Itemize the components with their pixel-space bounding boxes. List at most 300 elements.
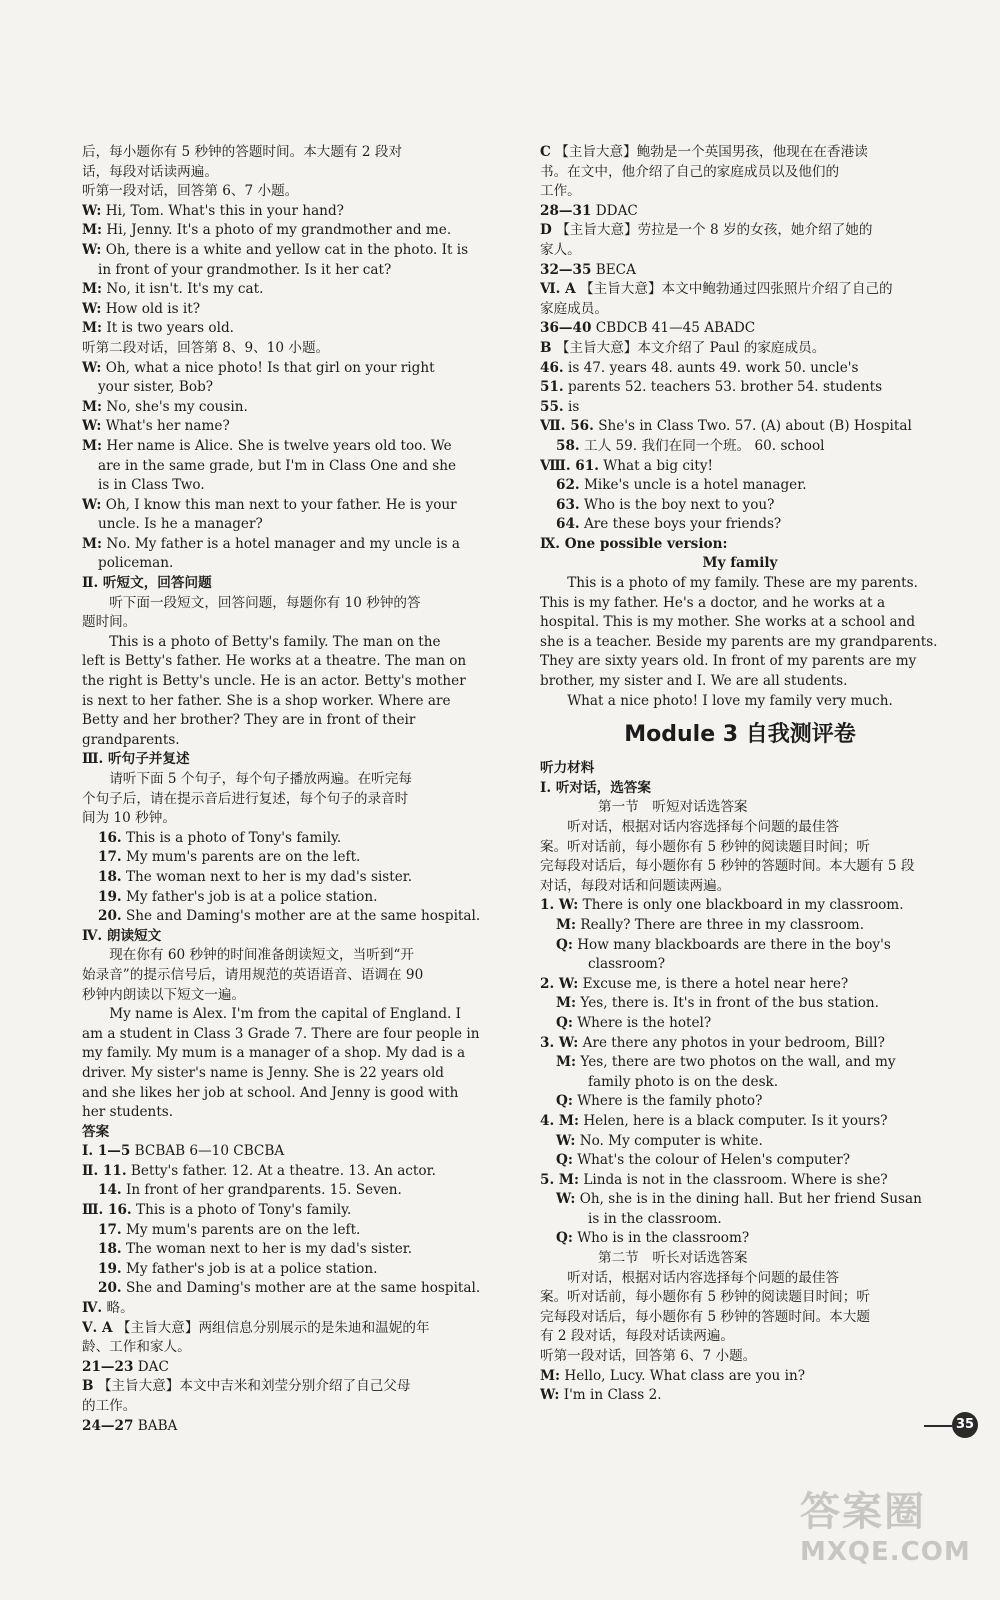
text-line: [82, 966, 502, 986]
text-line: [82, 888, 502, 908]
watermark-title: 答案圈: [800, 1489, 926, 1535]
text-line: [82, 359, 502, 379]
text-line: [540, 1171, 940, 1191]
line-text: My mum's parents are on the left.: [125, 849, 361, 866]
line-text: is next to her father. She is a shop worker. Where are: [82, 692, 451, 709]
line-text: The woman next to her is my dad's sister.: [125, 1241, 413, 1258]
line-text: 听对话，根据对话内容选择每个问题的最佳答: [567, 1269, 840, 1286]
text-line: [82, 339, 502, 359]
line-text: classroom?: [588, 956, 666, 973]
text-line: [540, 417, 940, 437]
line-text: Hello, Lucy. What class are you in?: [564, 1367, 805, 1384]
text-line: [540, 857, 940, 877]
line-text: 听力材料: [540, 760, 595, 777]
line-text: 始录音”的提示信号后，请用规范的英语语音、语调在 90: [82, 966, 424, 983]
line-text: There is only one blackboard in my classroom.: [582, 897, 904, 914]
line-label: M:: [556, 1054, 577, 1071]
line-text: are in the same grade, but I'm in Class One and she: [98, 457, 457, 474]
line-label: Q:: [556, 936, 573, 953]
line-label: W:: [82, 241, 102, 258]
text-line: [540, 916, 940, 936]
line-text: 案。听对话前，每小题你有 5 秒钟的阅读题目时间；听: [540, 838, 870, 855]
line-label: Ⅱ. 11.: [82, 1162, 127, 1179]
line-text: It is two years old.: [106, 320, 234, 337]
text-line: [82, 417, 502, 437]
text-line: [82, 476, 502, 496]
text-line: [82, 946, 502, 966]
line-text: The woman next to her is my dad's sister.: [125, 868, 413, 885]
text-line: [82, 1240, 502, 1260]
text-line: [82, 1338, 502, 1358]
text-line: [82, 319, 502, 339]
line-text: DDAC: [595, 202, 638, 219]
text-line: [540, 241, 940, 261]
text-line: [82, 378, 502, 398]
line-text: 【主旨大意】两组信息分别展示的是朱迪和温妮的年: [116, 1319, 430, 1336]
line-text: 后，每小题你有 5 秒钟的答题时间。本大题有 2 段对: [82, 144, 403, 160]
text-line: [540, 1092, 940, 1112]
text-line: [82, 613, 502, 633]
right-column: [540, 143, 940, 1406]
text-line: [82, 261, 502, 281]
text-line: [540, 672, 940, 692]
text-line: [82, 398, 502, 418]
line-text: Ⅸ. One possible version:: [540, 535, 728, 552]
answers-continued: [540, 143, 940, 711]
text-line: [540, 280, 940, 300]
line-text: am a student in Class 3 Grade 7. There are four people in: [82, 1025, 480, 1042]
text-line: [82, 1064, 502, 1084]
line-label: 17.: [98, 1221, 122, 1238]
text-line: [82, 711, 502, 731]
text-line: [540, 476, 940, 496]
text-line: [82, 652, 502, 672]
text-line: [540, 798, 940, 818]
text-line: [540, 877, 940, 897]
text-line: [540, 1073, 940, 1093]
line-text: BECA: [595, 261, 636, 278]
line-label: Ⅰ. 1—5: [82, 1143, 131, 1160]
text-line: [82, 1123, 502, 1143]
line-text: Yes, there are two photos on the wall, and my: [580, 1054, 896, 1071]
line-label: 17.: [98, 849, 122, 866]
text-line: [540, 838, 940, 858]
text-line: [540, 163, 940, 183]
line-text: BABA: [137, 1417, 178, 1434]
text-line: [82, 927, 502, 947]
text-line: [82, 202, 502, 222]
line-label: W:: [82, 359, 102, 376]
text-line: [540, 1034, 940, 1054]
text-line: [82, 829, 502, 849]
line-text: 第二节 听长对话选答案: [598, 1250, 748, 1267]
line-text: my family. My mum is a manager of a shop. My dad is a: [82, 1045, 466, 1062]
text-line: [82, 1142, 502, 1162]
line-text: parents 52. teachers 53. brother 54. students: [567, 379, 883, 396]
line-label: 32—35: [540, 261, 592, 278]
text-line: [82, 1299, 502, 1319]
text-line: [540, 1229, 940, 1249]
text-line: [540, 574, 940, 594]
text-line: [540, 594, 940, 614]
line-text: She and Daming's mother are at the same hospital.: [125, 908, 481, 925]
line-text: My father's job is at a police station.: [125, 888, 378, 905]
line-text: Ⅲ. 听句子并复述: [82, 751, 190, 768]
text-line: [540, 759, 940, 779]
text-line: [82, 731, 502, 751]
text-line: [540, 692, 940, 712]
line-text: 听第二段对话，回答第 8、9、10 小题。: [82, 339, 330, 356]
line-text: grandparents.: [82, 731, 180, 748]
text-line: [540, 496, 940, 516]
line-text: In front of her grandparents. 15. Seven.: [125, 1182, 402, 1199]
text-line: [82, 692, 502, 712]
text-line: [82, 750, 502, 770]
line-label: W:: [540, 1387, 560, 1404]
line-label: M:: [82, 437, 103, 454]
text-line: [540, 1210, 940, 1230]
line-label: M:: [82, 398, 103, 415]
line-label: B: [540, 339, 552, 356]
text-line: [540, 652, 940, 672]
text-line: [82, 163, 502, 183]
line-text: Ⅰ. 听对话，选答案: [540, 779, 651, 796]
line-text: 题时间。: [82, 614, 137, 631]
line-label: 18.: [98, 1241, 122, 1258]
text-line: [540, 339, 940, 359]
line-label: 64.: [556, 516, 580, 533]
line-label: Q:: [556, 1093, 573, 1110]
text-line: [540, 1347, 940, 1367]
line-label: Q:: [556, 1152, 573, 1169]
line-text: 现在你有 60 秒钟的时间准备朗读短文，当听到“开: [109, 947, 414, 964]
line-label: 19.: [98, 1260, 122, 1277]
line-label: M:: [556, 916, 577, 933]
line-label: 5. M:: [540, 1171, 579, 1188]
line-label: 46.: [540, 359, 564, 376]
text-line: [540, 1386, 940, 1406]
line-label: 16.: [98, 829, 122, 846]
line-text: Ⅳ. 朗读短文: [82, 927, 162, 944]
line-text: is 47. years 48. aunts 49. work 50. uncle's: [567, 359, 859, 376]
line-text: is: [567, 398, 580, 415]
text-line: [540, 1327, 940, 1347]
text-line: [82, 1279, 502, 1299]
line-label: B: [82, 1378, 94, 1395]
text-line: [540, 818, 940, 838]
text-line: [540, 378, 940, 398]
text-line: [540, 319, 940, 339]
line-text: 请听下面 5 个句子，每个句子播放两遍。在听完每: [109, 771, 412, 787]
text-line: [82, 535, 502, 555]
line-text: Where is the family photo?: [577, 1093, 763, 1110]
line-text: What's the colour of Helen's computer?: [577, 1152, 851, 1169]
text-line: [540, 202, 940, 222]
line-text: CBDCB 41—45 ABADC: [595, 320, 756, 337]
line-text: I'm in Class 2.: [563, 1387, 662, 1404]
line-text: 听第一段对话，回答第 6、7 小题。: [82, 183, 299, 200]
text-line: [82, 907, 502, 927]
text-line: [82, 1201, 502, 1221]
line-label: 55.: [540, 398, 564, 415]
text-line: [540, 515, 940, 535]
line-text: DAC: [137, 1358, 169, 1375]
text-line: [540, 1308, 940, 1328]
text-line: [82, 221, 502, 241]
listening-material: [540, 759, 940, 1406]
line-text: hospital. This is my mother. She works at a school and: [540, 614, 916, 631]
line-text: 龄、工作和家人。: [82, 1339, 191, 1356]
text-line: [82, 672, 502, 692]
line-text: 【主旨大意】鲍勃是一个英国男孩，他现在在香港读: [555, 144, 868, 160]
line-label: 18.: [98, 868, 122, 885]
line-text: 案。听对话前，每小题你有 5 秒钟的阅读题目时间；听: [540, 1289, 870, 1306]
text-line: [540, 1190, 940, 1210]
text-line: [82, 1044, 502, 1064]
line-label: W:: [556, 1191, 576, 1208]
line-label: 14.: [98, 1182, 122, 1199]
text-line: [540, 896, 940, 916]
text-line: [540, 437, 940, 457]
text-line: [82, 1084, 502, 1104]
line-text: She and Daming's mother are at the same hospital.: [125, 1280, 481, 1297]
line-text: in front of your grandmother. Is it her cat?: [98, 261, 392, 278]
line-label: 63.: [556, 496, 580, 513]
line-label: M:: [82, 320, 103, 337]
line-label: M:: [82, 222, 103, 239]
line-text: 秒钟内朗读以下短文一遍。: [82, 986, 246, 1003]
line-text: 家人。: [540, 241, 581, 258]
line-text: driver. My sister's name is Jenny. She is 22 years old: [82, 1064, 445, 1081]
text-line: [540, 936, 940, 956]
text-line: [540, 1269, 940, 1289]
line-label: Ⅲ. 16.: [82, 1202, 132, 1219]
line-text: What's her name?: [105, 418, 230, 435]
line-label: M:: [540, 1367, 561, 1384]
text-line: [82, 515, 502, 535]
line-label: 24—27: [82, 1417, 134, 1434]
text-line: [82, 1181, 502, 1201]
line-label: 4. M:: [540, 1112, 579, 1129]
text-line: [540, 1288, 940, 1308]
line-text: They are sixty years old. In front of my parents are my: [540, 653, 917, 670]
line-label: 28—31: [540, 202, 592, 219]
text-line: [82, 1005, 502, 1025]
text-line: [82, 848, 502, 868]
text-line: [82, 1260, 502, 1280]
line-text: This is a photo of Tony's family.: [125, 829, 342, 846]
line-label: D: [540, 222, 552, 239]
line-text: 略。: [106, 1300, 134, 1317]
text-line: [540, 1249, 940, 1269]
line-text: 对话，每段对话和问题读两遍。: [540, 877, 731, 894]
text-line: [540, 994, 940, 1014]
line-text: My family: [702, 555, 778, 572]
line-label: 2. W:: [540, 975, 579, 992]
text-line: [82, 1417, 502, 1437]
line-label: M:: [82, 535, 103, 552]
line-text: 听对话，根据对话内容选择每个问题的最佳答: [567, 819, 840, 835]
line-text: uncle. Is he a manager?: [98, 516, 263, 533]
text-line: [82, 770, 502, 790]
text-line: [540, 1367, 940, 1387]
line-text: 个句子后，请在提示音后进行复述，每个句子的录音时: [82, 790, 409, 807]
text-line: [82, 1025, 502, 1045]
line-text: policeman.: [98, 555, 174, 572]
line-label: 36—40: [540, 320, 592, 337]
line-text: your sister, Bob?: [98, 379, 214, 396]
text-line: [82, 554, 502, 574]
line-text: and she likes her job at school. And Jenny is good with: [82, 1084, 459, 1101]
text-line: [82, 437, 502, 457]
line-label: C: [540, 144, 551, 160]
text-line: [540, 955, 940, 975]
line-text: 【主旨大意】本文中鲍勃通过四张照片介绍了自己的: [579, 281, 893, 298]
line-label: 1. W:: [540, 897, 579, 914]
text-line: [82, 300, 502, 320]
line-label: 20.: [98, 1280, 122, 1297]
line-text: She's in Class Two. 57. (A) about (B) Hospital: [598, 418, 912, 435]
text-line: [82, 790, 502, 810]
text-line: [540, 613, 940, 633]
page-number-rule: [924, 1425, 952, 1427]
line-text: This is a photo of Tony's family.: [136, 1202, 352, 1219]
text-line: [540, 261, 940, 281]
line-label: Ⅶ. 56.: [540, 418, 594, 435]
line-text: Mike's uncle is a hotel manager.: [583, 477, 807, 494]
text-line: [82, 1319, 502, 1339]
text-line: [540, 221, 940, 241]
line-label: Q:: [556, 1230, 573, 1247]
line-text: Hi, Jenny. It's a photo of my grandmother and me.: [106, 222, 452, 239]
line-text: 书。在文中，他介绍了自己的家庭成员以及他们的: [540, 163, 840, 180]
line-label: W:: [556, 1132, 576, 1149]
line-text: 听下面一段短文，回答问题，每题你有 10 秒钟的答: [109, 594, 421, 611]
line-text: Who is in the classroom?: [577, 1230, 750, 1247]
line-label: W:: [82, 300, 102, 317]
text-line: [540, 1132, 940, 1152]
line-label: 51.: [540, 379, 564, 396]
line-text: My name is Alex. I'm from the capital of England. I: [109, 1006, 462, 1023]
text-line: [82, 1377, 502, 1397]
line-text: her students.: [82, 1104, 174, 1121]
left-column: [82, 143, 502, 1436]
module-title: Module 3 自我测评卷: [624, 722, 856, 748]
line-text: 第一节 听短对话选答案: [598, 799, 748, 816]
text-line: [540, 359, 940, 379]
text-line: [82, 1397, 502, 1417]
text-line: [82, 1221, 502, 1241]
text-line: [82, 280, 502, 300]
text-line: [540, 457, 940, 477]
line-text: What a big city!: [603, 457, 713, 474]
page-number: 35: [952, 1412, 978, 1438]
line-text: brother, my sister and I. We are all students.: [540, 673, 848, 690]
text-line: [540, 554, 940, 574]
line-label: Ⅷ. 61.: [540, 457, 599, 474]
line-text: This is a photo of my family. These are my parents.: [567, 575, 918, 592]
line-text: Where is the hotel?: [577, 1014, 712, 1031]
line-label: W:: [82, 202, 102, 219]
text-line: [82, 1103, 502, 1123]
line-text: No, it isn't. It's my cat.: [106, 281, 264, 298]
line-text: No. My computer is white.: [579, 1132, 763, 1149]
text-line: [82, 182, 502, 202]
line-text: 工作。: [540, 183, 581, 200]
line-label: Ⅵ. A: [540, 281, 576, 298]
text-line: [540, 633, 940, 653]
line-text: 有 2 段对话，每段对话读两遍。: [540, 1328, 735, 1345]
line-label: 20.: [98, 908, 122, 925]
line-text: Oh, she is in the dining hall. But her friend Susan: [579, 1191, 922, 1208]
line-text: How old is it?: [105, 300, 200, 317]
line-text: 话，每段对话读两遍。: [82, 163, 218, 180]
text-line: [540, 1053, 940, 1073]
line-text: 工人 59. 我们在同一个班。 60. school: [583, 437, 825, 454]
line-text: 听第一段对话，回答第 6、7 小题。: [540, 1348, 757, 1365]
text-line: [82, 496, 502, 516]
text-line: [82, 809, 502, 829]
line-text: Yes, there is. It's in front of the bus station.: [580, 995, 879, 1012]
text-line: [82, 594, 502, 614]
text-line: [82, 574, 502, 594]
line-text: Oh, what a nice photo! Is that girl on your right: [105, 359, 435, 376]
line-label: M:: [82, 281, 103, 298]
line-text: 【主旨大意】本文介绍了 Paul 的家庭成员。: [555, 339, 826, 356]
text-line: [540, 975, 940, 995]
line-text: left is Betty's father. He works at a theatre. The man on: [82, 653, 467, 670]
watermark-url: MXQE.COM: [800, 1537, 971, 1567]
text-line: [540, 1014, 940, 1034]
text-line: [540, 182, 940, 202]
watermark: [800, 1480, 990, 1590]
line-text: No, she's my cousin.: [106, 398, 248, 415]
line-text: BCBAB 6—10 CBCBA: [134, 1143, 285, 1160]
line-text: Are there any photos in your bedroom, Bill?: [582, 1034, 885, 1051]
text-line: [540, 779, 940, 799]
line-text: Betty's father. 12. At a theatre. 13. An actor.: [130, 1162, 436, 1179]
line-text: Helen, here is a black computer. Is it yours?: [583, 1112, 888, 1129]
line-text: Excuse me, is there a hotel near here?: [582, 975, 849, 992]
line-text: Betty and her brother? They are in front of their: [82, 712, 416, 729]
line-label: Ⅴ. A: [82, 1319, 113, 1336]
text-line: [540, 1112, 940, 1132]
text-line: [82, 986, 502, 1006]
text-line: [82, 868, 502, 888]
line-label: 3. W:: [540, 1034, 579, 1051]
line-text: How many blackboards are there in the boy's: [577, 936, 891, 953]
line-text: family photo is on the desk.: [588, 1073, 779, 1090]
line-text: This is a photo of Betty's family. The man on the: [109, 633, 441, 650]
line-text: Oh, there is a white and yellow cat in the photo. It is: [105, 241, 469, 258]
text-line: [82, 1358, 502, 1378]
line-text: 【主旨大意】劳拉是一个 8 岁的女孩，她介绍了她的: [556, 222, 873, 239]
line-text: My mum's parents are on the left.: [125, 1221, 361, 1238]
text-line: [540, 398, 940, 418]
text-line: [82, 633, 502, 653]
text-line: [540, 300, 940, 320]
line-label: Ⅳ.: [82, 1300, 103, 1317]
line-label: W:: [82, 418, 102, 435]
line-label: Q:: [556, 1014, 573, 1031]
line-label: 62.: [556, 477, 580, 494]
line-text: she is a teacher. Beside my parents are my grandparents.: [540, 633, 938, 650]
line-text: Ⅱ. 听短文，回答问题: [82, 575, 212, 592]
text-line: [540, 535, 940, 555]
line-text: 家庭成员。: [540, 300, 608, 317]
line-text: is in the classroom.: [588, 1210, 722, 1227]
line-text: Really? There are three in my classroom.: [580, 916, 865, 933]
